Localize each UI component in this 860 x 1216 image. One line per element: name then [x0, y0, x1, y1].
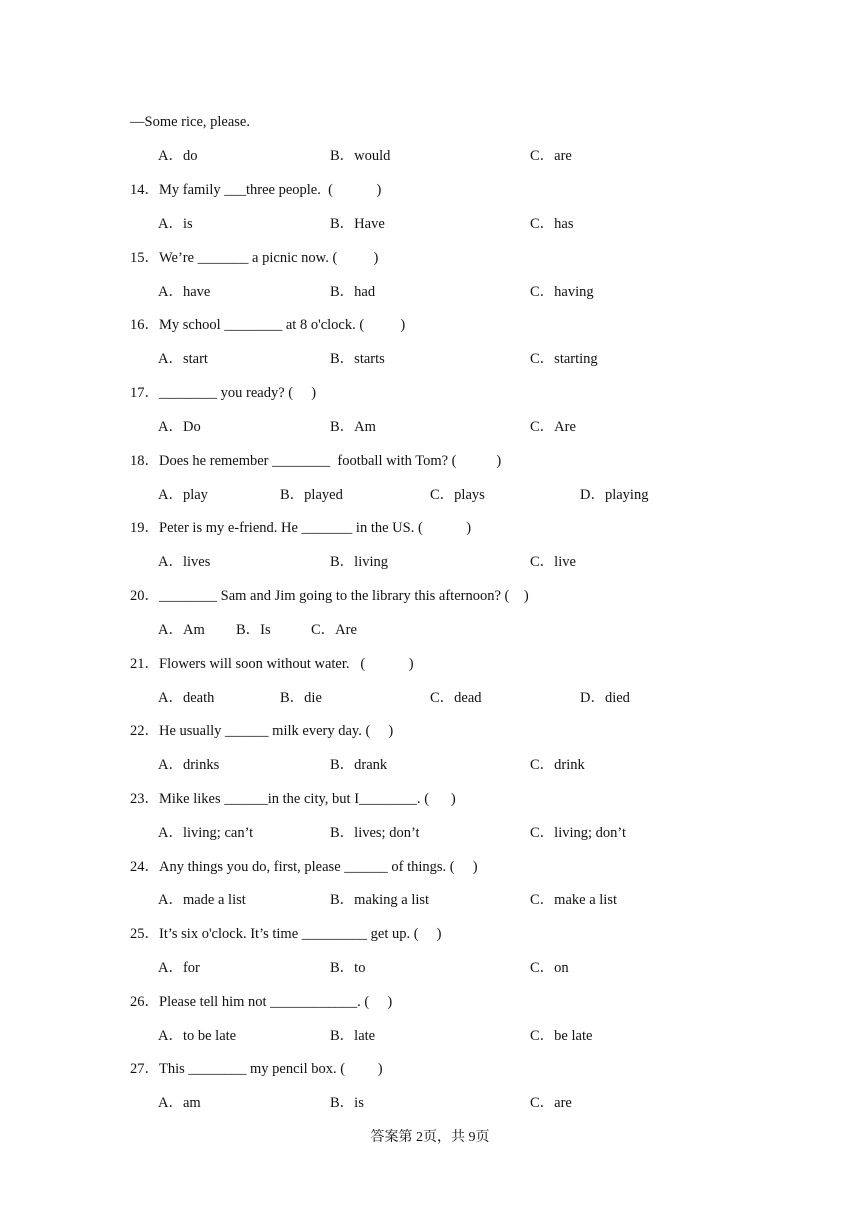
q20-option-c: C．Are — [311, 622, 357, 638]
q25-option-a: A．for — [158, 960, 200, 976]
q21-option-a: A．death — [158, 690, 215, 706]
q15-option-b: B．had — [330, 284, 376, 300]
q17-option-b: B．Am — [330, 419, 376, 435]
question-24: 24．Any things you do, first, please ______ of things. ( ) — [130, 859, 478, 875]
q27-option-c: C．are — [530, 1095, 572, 1111]
q15-option-a: A．have — [158, 284, 211, 300]
intro-option-a: A．do — [158, 148, 198, 164]
q17-option-c: C．Are — [530, 419, 576, 435]
question-26: 26．Please tell him not ____________. ( ) — [130, 994, 393, 1010]
q19-option-c: C．live — [530, 554, 576, 570]
q18-option-c: C．plays — [430, 487, 485, 503]
q19-option-b: B．living — [330, 554, 389, 570]
page-footer: 答案第 2页，共 9页 — [370, 1130, 490, 1145]
q24-option-b: B．making a list — [330, 892, 430, 908]
question-18: 18．Does he remember ________ football with Tom? ( ) — [130, 453, 502, 469]
q18-option-a: A．play — [158, 487, 208, 503]
q21-option-c: C．dead — [430, 690, 482, 706]
q17-option-a: A．Do — [158, 419, 201, 435]
q14-option-c: C．has — [530, 216, 574, 232]
q24-option-a: A．made a list — [158, 892, 246, 908]
intro-option-b: B．would — [330, 148, 391, 164]
q16-option-b: B．starts — [330, 351, 385, 367]
q16-option-a: A．start — [158, 351, 208, 367]
q22-option-b: B．drank — [330, 757, 388, 773]
question-25: 25．It’s six o'clock. It’s time _________ get up. ( ) — [130, 926, 442, 942]
intro-line: —Some rice, please. — [130, 114, 250, 130]
question-17: 17．________ you ready? ( ) — [130, 385, 317, 401]
q23-option-a: A．living; can’t — [158, 825, 254, 841]
q18-option-b: B．played — [280, 487, 343, 503]
q22-option-c: C．drink — [530, 757, 585, 773]
question-19: 19．Peter is my e-friend. He _______ in the US. ( ) — [130, 520, 472, 536]
question-16: 16．My school ________ at 8 o'clock. ( ) — [130, 317, 406, 333]
question-27: 27．This ________ my pencil box. ( ) — [130, 1061, 383, 1077]
q14-option-b: B．Have — [330, 216, 385, 232]
question-20: 20．________ Sam and Jim going to the library this afternoon? ( ) — [130, 588, 529, 604]
q25-option-c: C．on — [530, 960, 569, 976]
question-22: 22．He usually ______ milk every day. ( ) — [130, 723, 394, 739]
q24-option-c: C．make a list — [530, 892, 617, 908]
q27-option-b: B．is — [330, 1095, 364, 1111]
q20-option-b: B．Is — [236, 622, 271, 638]
q21-option-b: B．die — [280, 690, 322, 706]
q21-option-d: D．died — [580, 690, 630, 706]
q18-option-d: D．playing — [580, 487, 649, 503]
q26-option-a: A．to be late — [158, 1028, 237, 1044]
q16-option-c: C．starting — [530, 351, 598, 367]
question-15: 15．We’re _______ a picnic now. ( ) — [130, 250, 379, 266]
q20-option-a: A．Am — [158, 622, 205, 638]
question-14: 14．My family ___three people. ( ) — [130, 182, 382, 198]
q23-option-c: C．living; don’t — [530, 825, 627, 841]
q14-option-a: A．is — [158, 216, 193, 232]
question-23: 23．Mike likes ______in the city, but I________. ( ) — [130, 791, 456, 807]
q19-option-a: A．lives — [158, 554, 211, 570]
question-21: 21．Flowers will soon without water. ( ) — [130, 656, 414, 672]
q22-option-a: A．drinks — [158, 757, 220, 773]
q23-option-b: B．lives; don’t — [330, 825, 420, 841]
q27-option-a: A．am — [158, 1095, 201, 1111]
q15-option-c: C．having — [530, 284, 594, 300]
intro-option-c: C．are — [530, 148, 572, 164]
q25-option-b: B．to — [330, 960, 366, 976]
q26-option-c: C．be late — [530, 1028, 593, 1044]
q26-option-b: B．late — [330, 1028, 376, 1044]
